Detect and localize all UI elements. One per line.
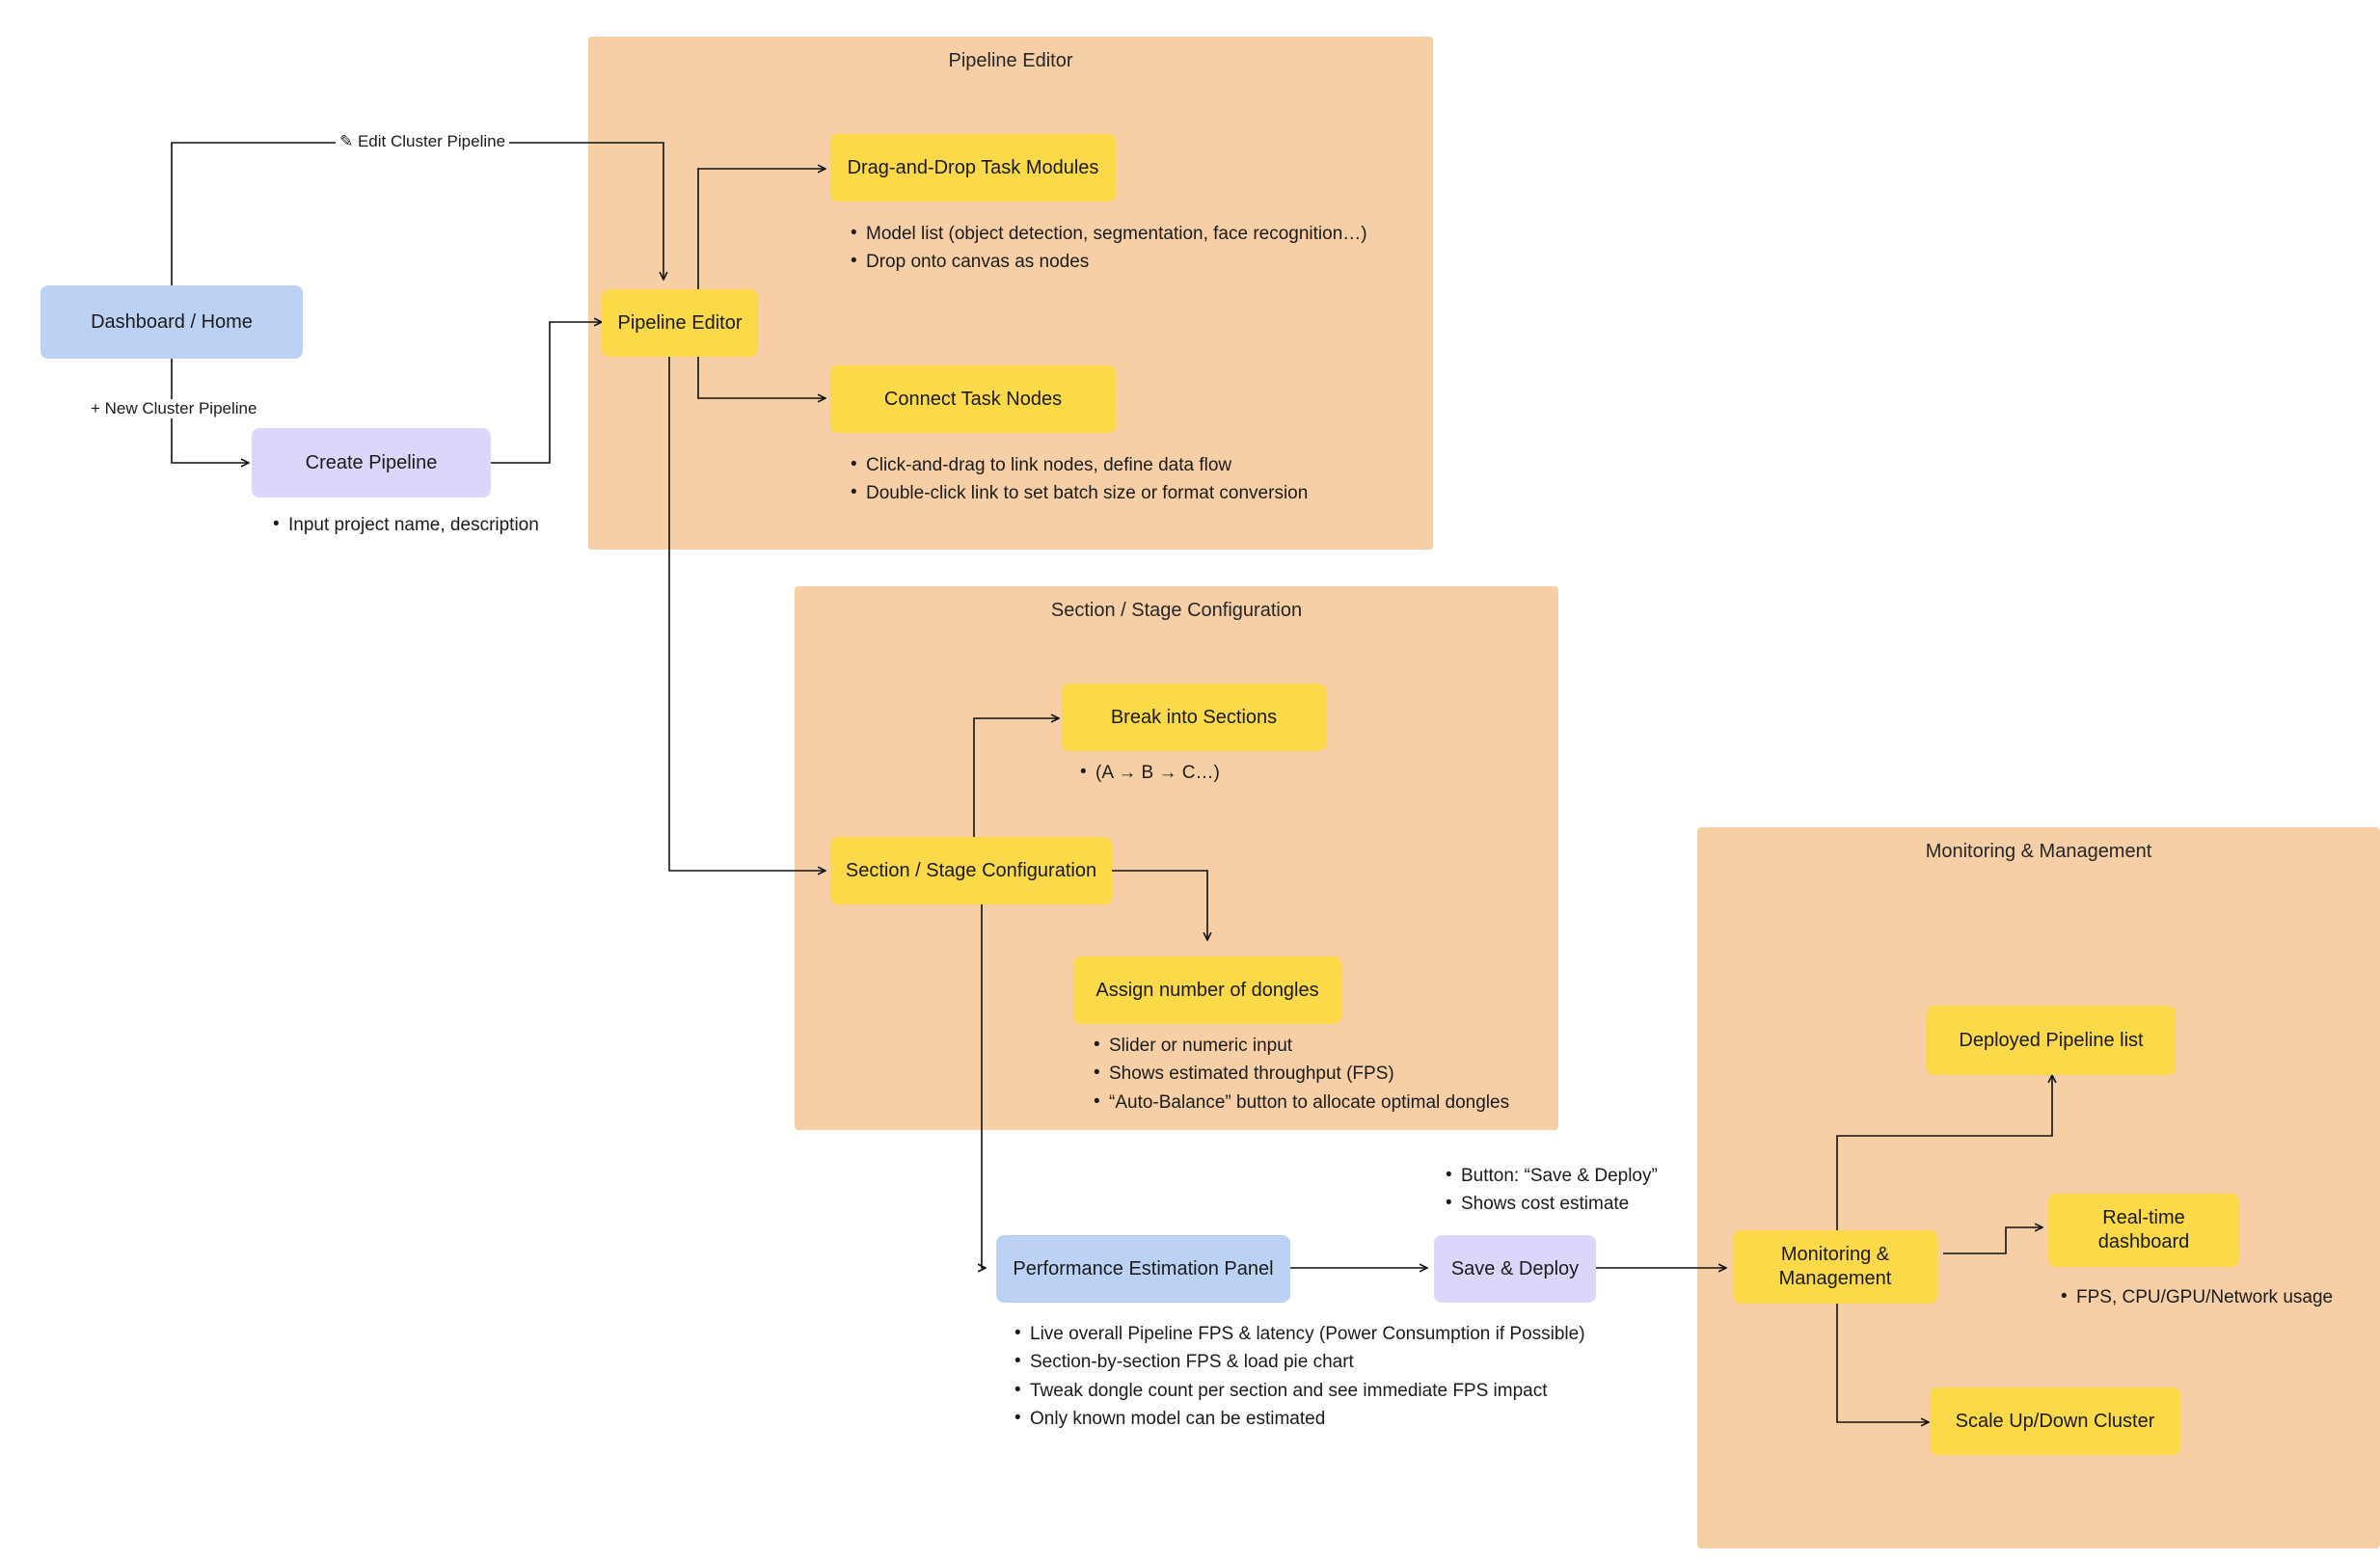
notes-break-into-sections	[1078, 759, 1220, 787]
node-assign-number-of-dongles[interactable]	[1073, 956, 1341, 1024]
node-label: Deployed Pipeline list	[1959, 1029, 2144, 1051]
note-item: • Input project name, description	[271, 511, 539, 539]
node-connect-task-nodes[interactable]	[830, 365, 1116, 433]
node-label: Dashboard / Home	[91, 310, 253, 333]
note-item: • “Auto-Balance” button to allocate optimal dongles	[1092, 1089, 1509, 1117]
notes-performance-panel	[1013, 1320, 1585, 1434]
note-item: • Only known model can be estimated	[1013, 1405, 1585, 1433]
node-label: Pipeline Editor	[617, 311, 743, 334]
notes-assign-dongles	[1092, 1032, 1509, 1117]
group-title-pipeline-editor: Pipeline Editor	[948, 50, 1073, 71]
node-label: Connect Task Nodes	[883, 388, 1063, 410]
node-label: Create Pipeline	[305, 451, 438, 473]
node-label: Drag-and-Drop Task Modules	[847, 156, 1099, 178]
node-label: Section / Stage Configuration	[845, 859, 1097, 881]
note-item: • Model list (object detection, segmentation, face recognition…)	[849, 220, 1367, 248]
note-item: • Drop onto canvas as nodes	[849, 248, 1367, 276]
node-label: Scale Up/Down Cluster	[1955, 1410, 2155, 1432]
edge-label-edit-cluster-pipeline: ✎ Edit Cluster Pipeline	[336, 132, 509, 151]
group-title-section-stage: Section / Stage Configuration	[1050, 600, 1303, 621]
note-item: • Button: “Save & Deploy”	[1444, 1162, 1658, 1190]
node-label: Assign number of dongles	[1095, 979, 1319, 1001]
node-real-time-dashboard[interactable]	[2048, 1194, 2239, 1267]
edge-label-new-cluster-pipeline: + New Cluster Pipeline	[87, 399, 260, 418]
node-label: Real-time dashboard	[2097, 1207, 2190, 1252]
node-scale-up-down-cluster[interactable]	[1930, 1387, 2180, 1455]
notes-create-pipeline	[271, 511, 539, 539]
node-label: Monitoring & Management	[1778, 1244, 1892, 1289]
node-pipeline-editor[interactable]	[602, 289, 758, 357]
node-break-into-sections[interactable]	[1062, 684, 1326, 751]
note-item: • Section-by-section FPS & load pie chart	[1013, 1348, 1585, 1376]
node-deployed-pipeline-list[interactable]	[1927, 1006, 2176, 1075]
node-save-and-deploy[interactable]	[1434, 1235, 1596, 1303]
node-dashboard-home[interactable]	[41, 285, 303, 359]
notes-real-time-dashboard	[2059, 1283, 2333, 1311]
note-item: • (A → B → C…)	[1078, 759, 1220, 787]
node-performance-estimation-panel[interactable]	[996, 1235, 1290, 1303]
notes-save-and-deploy	[1444, 1162, 1658, 1219]
note-item: • FPS, CPU/GPU/Network usage	[2059, 1283, 2333, 1311]
node-label: Break into Sections	[1110, 706, 1278, 728]
note-item: • Double-click link to set batch size or format conversion	[849, 479, 1308, 507]
note-item: • Shows cost estimate	[1444, 1190, 1658, 1218]
node-section-stage-configuration[interactable]	[830, 837, 1112, 904]
notes-drag-and-drop	[849, 220, 1367, 277]
node-label: Performance Estimation Panel	[1013, 1257, 1274, 1279]
note-item: • Click-and-drag to link nodes, define data flow	[849, 451, 1308, 479]
note-item: • Tweak dongle count per section and see immediate FPS impact	[1013, 1377, 1585, 1405]
node-monitoring-management[interactable]	[1733, 1230, 1937, 1304]
note-item: • Slider or numeric input	[1092, 1032, 1509, 1060]
notes-connect-task-nodes	[849, 451, 1308, 508]
group-title-monitoring: Monitoring & Management	[1925, 841, 2152, 862]
note-item: • Shows estimated throughput (FPS)	[1092, 1060, 1509, 1088]
node-drag-and-drop-task-modules[interactable]	[830, 134, 1116, 202]
node-create-pipeline[interactable]	[252, 428, 491, 498]
node-label: Save & Deploy	[1450, 1257, 1580, 1279]
note-item: • Live overall Pipeline FPS & latency (Power Consumption if Possible)	[1013, 1320, 1585, 1348]
